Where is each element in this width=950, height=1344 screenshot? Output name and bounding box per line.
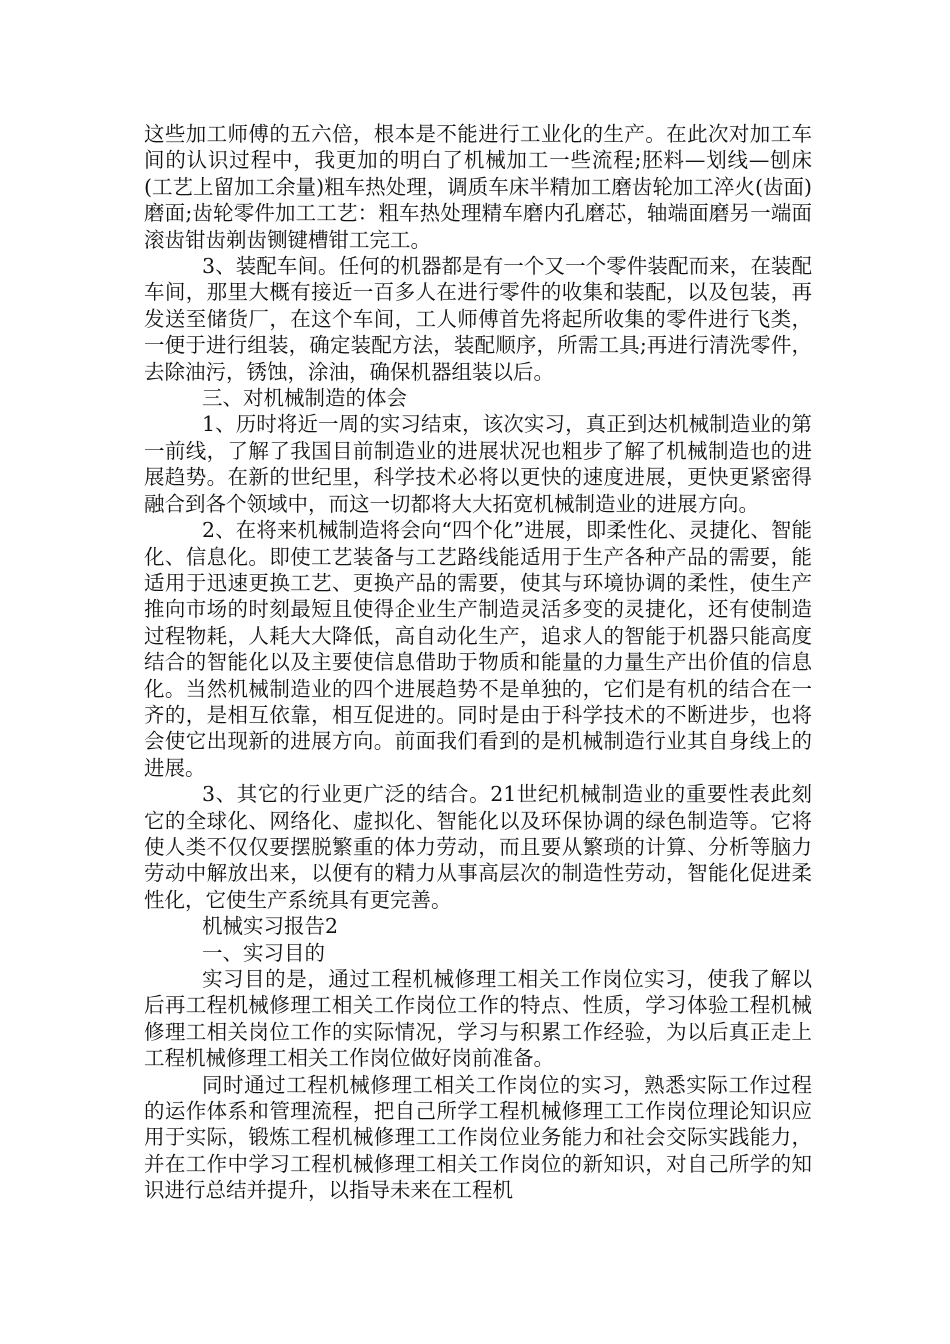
paragraph-6: 3、其它的行业更广泛的结合。21世纪机械制造业的重要性表此刻它的全球化、网络化、虚拟化、智能化以及环保协调的绿色制造等。它将使人类不仅仅要摆脱繁重的体力劳动，而且要从繁琐的计算、分析等脑力劳动中解放出来，以便有的精力从事高层次的制造性劳动，智能化促进柔性化，它使生产系统具有更完善。: [144, 782, 812, 912]
paragraph-5: 2、在将来机械制造将会向“四个化”进展，即柔性化、灵捷化、智能化、信息化。即使工艺装备与工艺路线能适用于生产各种产品的需要，能适用于迅速更换工艺、更换产品的需要，使其与环境协调的柔性，使生产推向市场的时刻最短且使得企业生产制造灵活多变的灵捷化，还有使制造过程物耗，人耗大大降低，高自动化生产，追求人的智能于机器只能高度结合的智能化以及主要使信息借助于物质和能量的力量生产出价值的信息化。当然机械制造业的四个进展趋势不是单独的，它们是有机的结合在一齐的，是相互依靠，相互促进的。同时是由于科学技术的不断进步，也将会使它出现新的进展方向。前面我们看到的是机械制造行业其自身线上的进展。: [144, 518, 812, 780]
paragraph-9: 实习目的是，通过工程机械修理工相关工作岗位实习，使我了解以后再工程机械修理工相关工作岗位工作的特点、性质，学习体验工程机械修理工相关岗位工作的实际情况，学习与积累工作经验，为以后真正走上工程机械修理工相关工作岗位做好岗前准备。: [144, 967, 812, 1071]
paragraph-2: 3、装配车间。任何的机器都是有一个又一个零件装配而来，在装配车间，那里大概有接近一百多人在进行零件的收集和装配，以及包装，再发送至储货厂，在这个车间，工人师傅首先将起所收集的零件进行飞类，一便于进行组装，确定装配方法，装配顺序，所需工具;再进行清洗零件，去除油污，锈蚀，涂油，确保机器组装以后。: [144, 254, 812, 384]
paragraph-1: 这些加工师傅的五六倍，根本是不能进行工业化的生产。在此次对加工车间的认识过程中，我更加的明白了机械加工一些流程;胚料—划线—刨床(工艺上留加工余量)粗车热处理，调质车床半精加工磨齿轮加工淬火(齿面)磨面;齿轮零件加工工艺：粗车热处理精车磨内孔磨芯，轴端面磨另一端面滚齿钳齿剃齿铡键槽钳工完工。: [144, 122, 812, 252]
paragraph-4: 1、历时将近一周的实习结束，该次实习，真正到达机械制造业的第一前线，了解了我国目前制造业的进展状况也粗步了解了机械制造也的进展趋势。在新的世纪里，科学技术必将以更快的速度进展，更快更紧密得融合到各个领域中，而这一切都将大大拓宽机械制造业的进展方向。: [144, 412, 812, 516]
document-body: [144, 121, 812, 1204]
section-heading-3: 三、对机械制造的体会: [202, 386, 407, 411]
report-title-2: 机械实习报告2: [202, 914, 339, 939]
section-heading-1: 一、实习目的: [202, 940, 325, 965]
paragraph-10: 同时通过工程机械修理工相关工作岗位的实习，熟悉实际工作过程的运作体系和管理流程，把自己所学工程机械修理工工作岗位理论知识应用于实际，锻炼工程机械修理工工作岗位业务能力和社会交际实践能力，并在工作中学习工程机械修理工相关工作岗位的新知识，对自己所学的知识进行总结并提升，以指导未来在工程机: [144, 1072, 812, 1203]
